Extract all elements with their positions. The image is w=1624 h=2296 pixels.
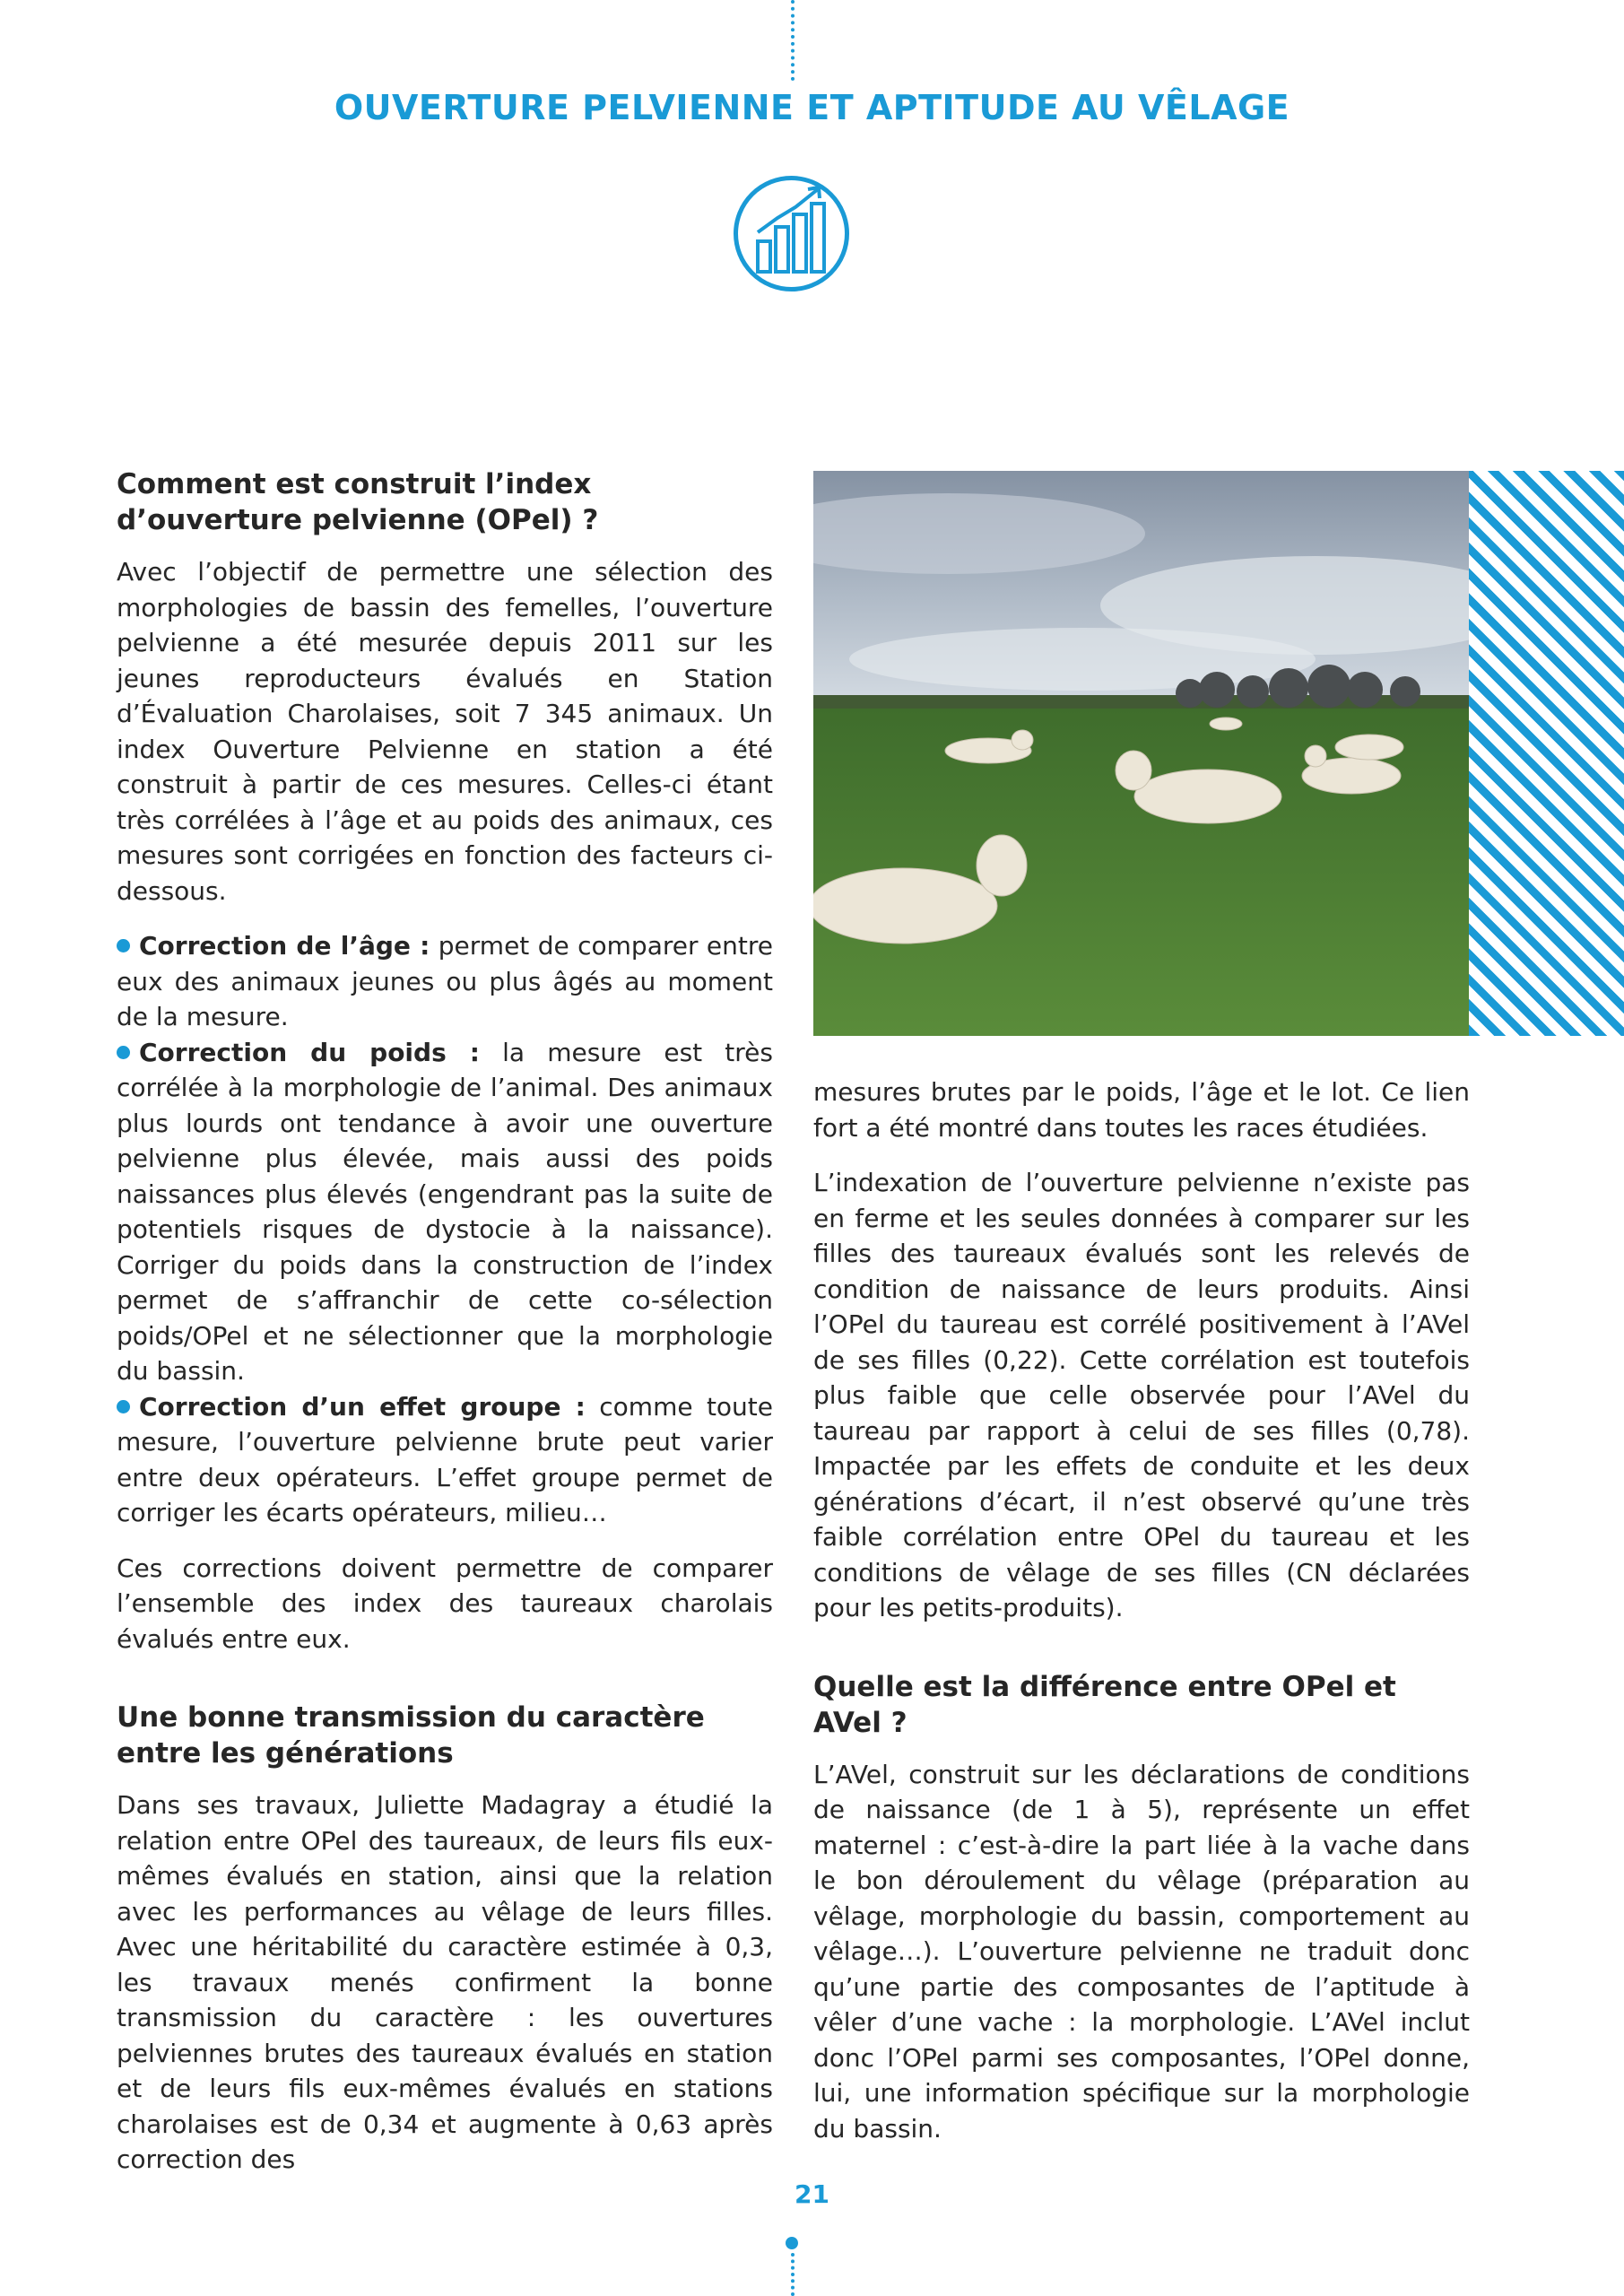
indexation-paragraph: L’indexation de l’ouverture pelvienne n’existe pas en ferme et les seules données à comparer sur les filles des taureaux évalués sont les relevés de condition de naissance de leurs produits. Ainsi l’OPel du taureau est corrélé positivement à l’AVel de ses filles (0,22). Cette corrélation est toutefois plus faible que celle observée pour l’AVel du taureau par rapport à celui de ses filles (0,78). Impactée par les effets de conduite et les deux générations d’écart, il n’est observé qu’une très faible corrélation entre OPel du taureau et les conditions de vêlage de ses filles (CN déclarées pour les petits-produits). [813,1168,1470,1622]
intro-paragraph: Avec l’objectif de permettre une sélection des morphologies de bassin des femelles, l’ouverture pelvienne a été mesurée depuis 2011 sur les jeunes reproducteurs évalués en Station d’Évaluation Charolaises, soit 7 345 animaux. Un index Ouverture Pelvienne en station a été construit à partir de ces mesures. Celles-ci étant très corrélées à l’âge et au poids des animaux, ces mesures sont corrigées en fonction des facteurs ci-dessous. [117,557,773,906]
bullet-dot-icon [117,1046,130,1059]
section-heading-opel-index: Comment est construit l’index d’ouverture pelvienne (OPel) ? [117,468,599,536]
bottom-dotted-line [791,2253,795,2296]
conclusion-paragraph: Ces corrections doivent permettre de comparer l’ensemble des index des taureaux charolais évalués entre eux. [117,1552,773,1654]
bullet-item-weight [117,1035,773,1389]
transmission-paragraph: Dans ses travaux, Juliette Madagray a étudié la relation entre OPel des taureaux, de leurs fils eux-mêmes évalués en station, ainsi que la relation avec les performances au vêlage de leurs filles. Avec une héritabilité du caractère estimée à 0,3, les travaux menés confirment la bonne transmission du caractère : les ouvertures pelviennes brutes des taureaux évalués en station et de leurs fils eux-mêmes évalués en stations charolaises est de 0,34 et augmente à 0,63 après correction des [117,1790,773,2174]
bullet-text: la mesure est très corrélée à la morphologie de l’animal. Des animaux plus lourds ont tendance à avoir une ouverture pelvienne plus élevée, mais aussi des poids naissances plus élevés (engendrant pas la suite de potentiels risques de dystocie à la naissance). Corriger du poids dans la construction de l’index permet de s’affranchir de cette co-sélection poids/OPel et ne sélectionner que la morphologie du bassin. [117,1037,773,1386]
page-title: OUVERTURE PELVIENNE ET APTITUDE AU VÊLAGE [334,88,1290,127]
right-column [813,1074,1470,2166]
cattle-photo [813,471,1469,1036]
opel-vs-avel-paragraph: L’AVel, construit sur les déclarations de conditions de naissance (de 1 à 5), représente un effet maternel : c’est-à-dire la part liée à la vache dans le bon déroulement du vêlage (préparation au vêlage, morphologie du bassin, comportement au vêlage…). L’ouverture pelvienne ne traduit donc qu’une partie des composantes de l’aptitude à vêler d’une vache : la morphologie. L’AVel inclut donc l’OPel parmi ses composantes, l’OPel donne, lui, une information spécifique sur la morphologie du bassin. [813,1759,1470,2144]
bullet-item-group-effect [117,1389,773,1531]
bottom-dot [786,2237,798,2249]
decorative-stripes [1469,471,1624,1036]
bullet-text: permet de comparer entre eux des animaux jeunes ou plus âgés au moment de la mesure. [117,931,774,1031]
bullet-dot-icon [117,1400,130,1413]
bullet-label: Correction de l’âge : [139,931,430,961]
rising-bar-chart-icon [731,173,852,294]
transmission-paragraph-continued: mesures brutes par le poids, l’âge et le lot. Ce lien fort a été montré dans toutes les races étudiées. [813,1077,1470,1143]
bullet-label: Correction d’un effet groupe : [139,1391,586,1422]
section-heading-opel-vs-avel: Quelle est la différence entre OPel et AVel ? [813,1670,1396,1739]
bullet-dot-icon [117,939,130,952]
bullet-item-age [117,928,773,1035]
section-heading-transmission: Une bonne transmission du caractère entre les générations [117,1701,705,1770]
left-column [117,466,773,2197]
bullet-label: Correction du poids : [139,1037,480,1067]
top-dotted-line [791,0,795,81]
bullet-text: comme toute mesure, l’ouverture pelvienne brute peut varier entre deux opérateurs. L’effet groupe permet de corriger les écarts opérateurs, milieu… [117,1391,774,1527]
page-number: 21 [795,2179,829,2209]
